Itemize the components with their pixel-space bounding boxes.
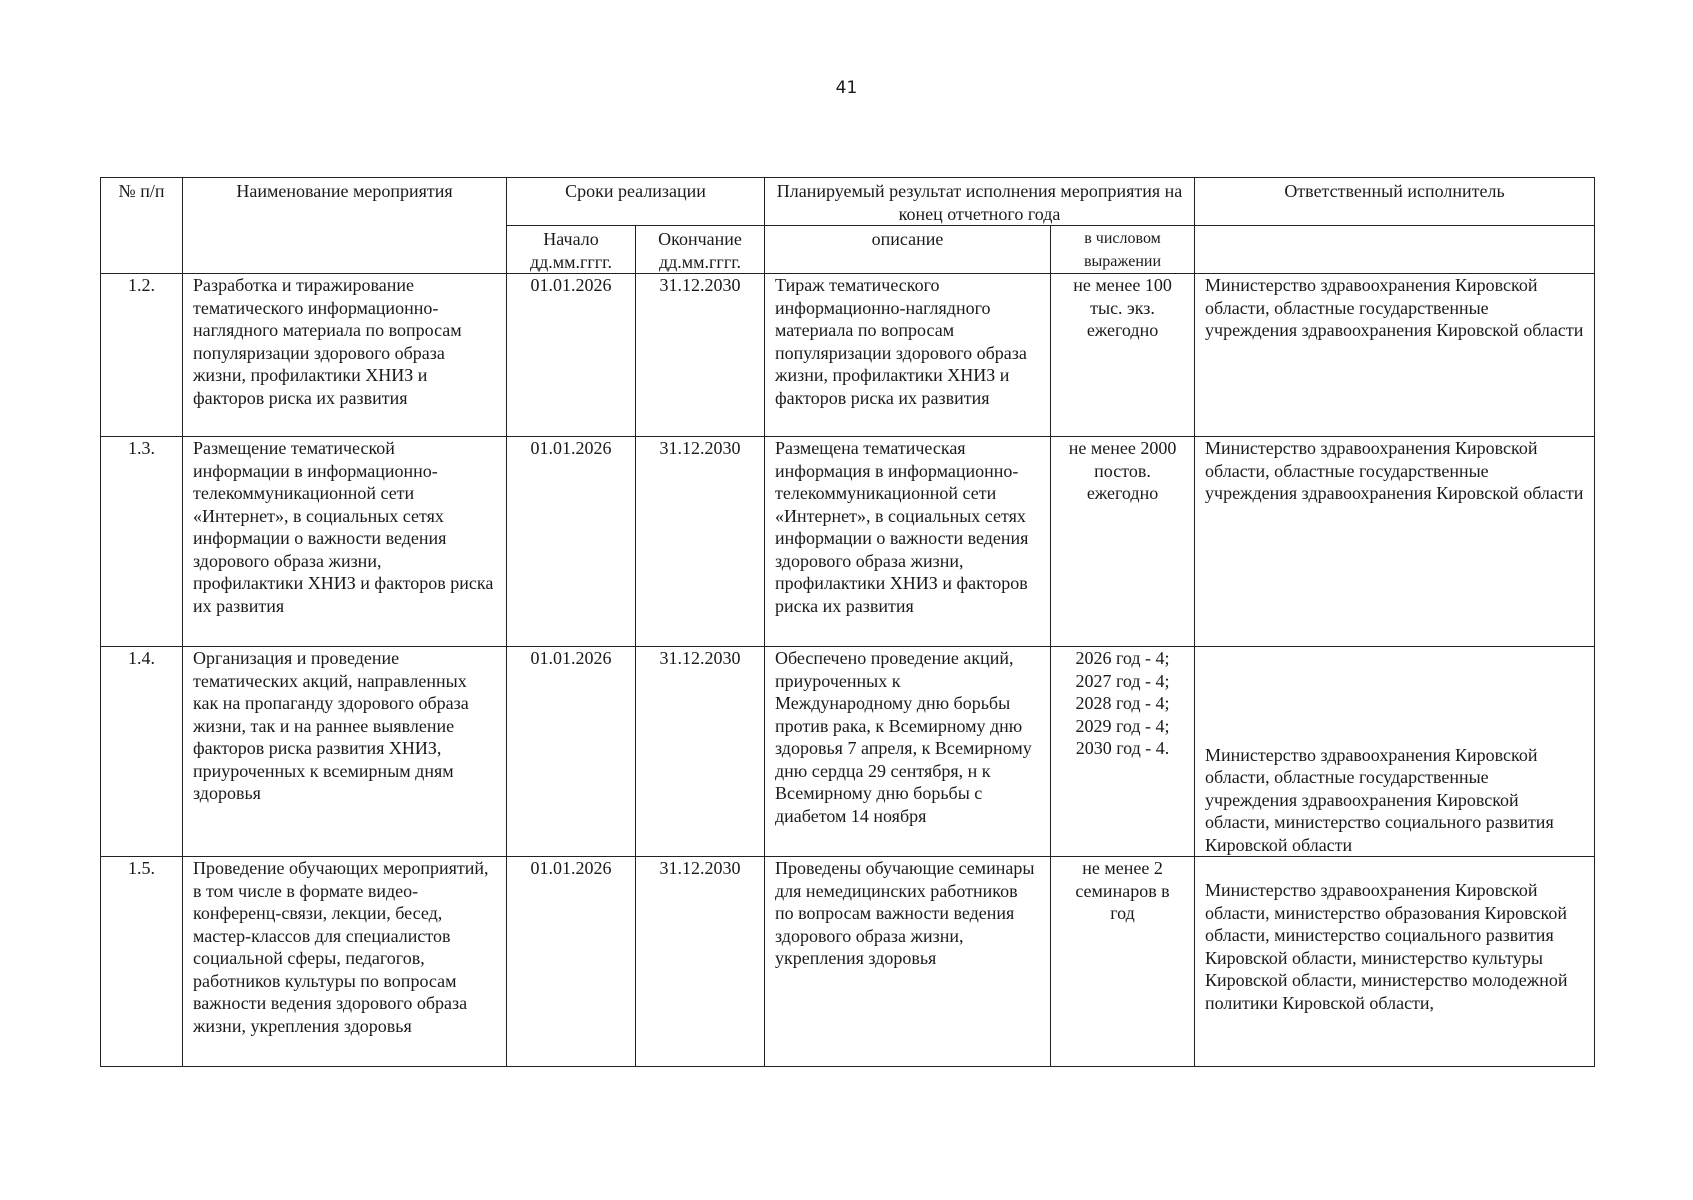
- header-terms: Сроки реализации: [507, 178, 765, 226]
- start-date: 01.01.2026: [507, 437, 636, 647]
- responsible-executor: Министерство здравоохранения Кировской области, областные государственные учреждения здравоохранения Кировской области: [1195, 274, 1595, 437]
- value-line: 2029 год - 4;: [1075, 715, 1170, 736]
- row-number: 1.3.: [101, 437, 183, 647]
- header-planned-result: Планируемый результат исполнения мероприятия на конец отчетного года: [765, 178, 1195, 226]
- value-line: 2028 год - 4;: [1075, 693, 1170, 713]
- responsible-executor: Министерство здравоохранения Кировской области, областные государственные учреждения здравоохранения Кировской области, министерство социального развития Кировской области: [1195, 647, 1595, 857]
- responsible-executor: Министерство здравоохранения Кировской области, министерство образования Кировской области, министерство социального развития Кировской области, министерство культуры Кировской области, министерство молодежной политики Кировской области,: [1195, 857, 1595, 1067]
- header-responsible-empty: [1195, 226, 1595, 274]
- row-number: 1.2.: [101, 274, 183, 437]
- event-name: Организация и проведение тематических акций, направленных как на пропаганду здорового образа жизни, так и на раннее выявление факторов риска развития ХНИЗ, приуроченных к всемирным дням здоровья: [183, 647, 507, 857]
- event-name: Разработка и тиражирование тематического информационно-наглядного материала по вопросам популяризации здорового образа жизни, профилактики ХНИЗ и факторов риска их развития: [183, 274, 507, 437]
- result-description: Размещена тематическая информация в информационно-телекоммуникационной сети «Интернет», в социальных сетях информации о важности ведения здорового образа жизни, профилактики ХНИЗ и факторов риска их развития: [765, 437, 1051, 647]
- end-date: 31.12.2030: [636, 647, 765, 857]
- result-description: Тираж тематического информационно-наглядного материала по вопросам популяризации здорового образа жизни, профилактики ХНИЗ и факторов риска их развития: [765, 274, 1051, 437]
- event-name: Размещение тематической информации в информационно-телекоммуникационной сети «Интернет», в социальных сетях информации о важности ведения здорового образа жизни, профилактики ХНИЗ и факторов риска их развития: [183, 437, 507, 647]
- start-date: 01.01.2026: [507, 274, 636, 437]
- end-date: 31.12.2030: [636, 437, 765, 647]
- start-date: 01.01.2026: [507, 857, 636, 1067]
- header-start: Начало дд.мм.гггг.: [507, 226, 636, 274]
- value-line: 2027 год - 4;: [1075, 670, 1170, 691]
- row-number: 1.5.: [101, 857, 183, 1067]
- table-row: [101, 274, 1595, 437]
- result-value: не менее 2 семинаров в год: [1051, 857, 1195, 1067]
- events-table: [100, 177, 1595, 1067]
- result-value: не менее 100 тыс. экз. ежегодно: [1051, 274, 1195, 437]
- header-num: № п/п: [101, 178, 183, 274]
- table-row: [101, 437, 1595, 647]
- table-row: [101, 647, 1595, 857]
- result-value-list: [1051, 647, 1195, 857]
- result-description: Проведены обучающие семинары для немедицинских работников по вопросам важности ведения здорового образа жизни, укрепления здоровья: [765, 857, 1051, 1067]
- end-date: 31.12.2030: [636, 274, 765, 437]
- start-date: 01.01.2026: [507, 647, 636, 857]
- value-line: 2026 год - 4;: [1075, 648, 1170, 668]
- page-number: 41: [835, 78, 858, 98]
- end-date: 31.12.2030: [636, 857, 765, 1067]
- responsible-executor: Министерство здравоохранения Кировской области, областные государственные учреждения здравоохранения Кировской области: [1195, 437, 1595, 647]
- header-numeric: в числовом выражении: [1051, 226, 1195, 274]
- header-row: [101, 178, 1595, 226]
- row-number: 1.4.: [101, 647, 183, 857]
- table-row: [101, 857, 1595, 1067]
- result-value: не менее 2000 постов. ежегодно: [1051, 437, 1195, 647]
- value-line: 2030 год - 4.: [1075, 738, 1170, 758]
- header-end: Окончание дд.мм.гггг.: [636, 226, 765, 274]
- header-name: Наименование мероприятия: [183, 178, 507, 274]
- header-description: описание: [765, 226, 1051, 274]
- result-description: Обеспечено проведение акций, приуроченных к Международному дню борьбы против рака, к Всемирному дню здоровья 7 апреля, к Всемирному дню сердца 29 сентября, н к Всемирному дню борьбы с диабетом 14 ноября: [765, 647, 1051, 857]
- header-responsible: Ответственный исполнитель: [1195, 178, 1595, 226]
- event-name: Проведение обучающих мероприятий, в том числе в формате видео-конференц-связи, лекции, бесед, мастер-классов для специалистов социальной сферы, педагогов, работников культуры по вопросам важности ведения здорового образа жизни, укрепления здоровья: [183, 857, 507, 1067]
